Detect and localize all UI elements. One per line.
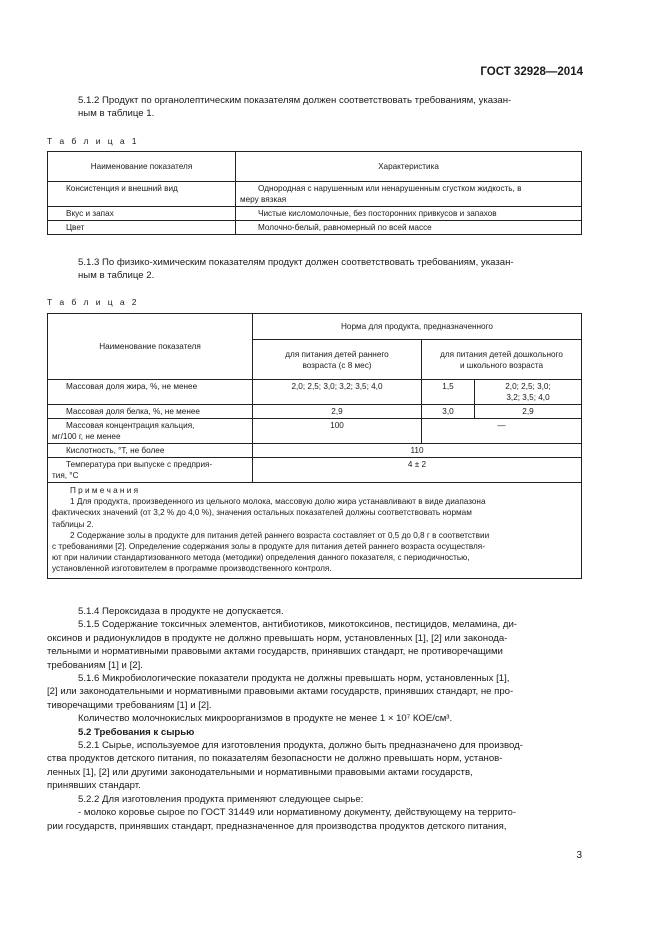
header-line: и школьного возраста bbox=[459, 360, 544, 370]
paragraph-5-1-4: 5.1.4 Пероксидаза в продукте не допускается. bbox=[78, 606, 284, 617]
note-line: фактических значений (от 3,2 % до 4,0 %), значения остальных показателей должны соответствовать нормам bbox=[52, 508, 472, 518]
t2-protein-school-1: 3,0 bbox=[422, 405, 475, 419]
t1-value-line: меру вязкая bbox=[240, 195, 287, 204]
text-line: принявших стандарт. bbox=[47, 780, 141, 792]
t2-header-school bbox=[422, 340, 582, 380]
t2-acidity-name: Кислотность, °Т, не более bbox=[48, 444, 253, 458]
t1-row-value: Молочно-белый, равномерный по всей массе bbox=[236, 221, 582, 235]
t1-row-name: Цвет bbox=[48, 221, 236, 235]
text-line: 5.1.5 Содержание токсичных элементов, антибиотиков, микотоксинов, пестицидов, меламина, ди- bbox=[78, 619, 517, 631]
t1-row-name: Консистенция и внешний вид bbox=[48, 182, 236, 207]
body-text bbox=[47, 605, 582, 833]
table-1 bbox=[47, 151, 582, 235]
value-line: 2,0; 2,5; 3,0; bbox=[505, 382, 551, 391]
t2-fat-school-1: 1,5 bbox=[422, 380, 475, 405]
header-line: для питания детей дошкольного bbox=[440, 349, 563, 359]
text-line: - молоко коровье сырое по ГОСТ 31449 или нормативному документу, действующему на террито- bbox=[78, 807, 517, 819]
t2-header-name: Наименование показателя bbox=[48, 314, 253, 380]
paragraph-5-1-3 bbox=[78, 256, 582, 283]
text-line: ленных [1], [2] или другими законодательными и нормативными правовыми актами государств, bbox=[47, 766, 473, 778]
text-line: ства продуктов детского питания, по показателям безопасности не должно превышать норм, установ- bbox=[47, 753, 503, 765]
paragraph-5-1-2 bbox=[78, 94, 582, 121]
t2-protein-name: Массовая доля белка, %, не менее bbox=[48, 405, 253, 419]
note-line: установленной изготовителем в программе производственного контроля. bbox=[52, 564, 332, 574]
text-line: ным в таблице 1. bbox=[78, 108, 155, 120]
text-line: 5.2.2 Для изготовления продукта применяют следующее сырье: bbox=[78, 793, 364, 805]
t2-calcium-young: 100 bbox=[253, 419, 422, 444]
table-2-caption: Т а б л и ц а 2 bbox=[47, 297, 139, 307]
table-2 bbox=[47, 313, 582, 579]
t2-fat-school-2 bbox=[475, 380, 582, 405]
note-line: с требованиями [2]. Определение содержания золы в продукте для питания детей раннего возраста осуществля- bbox=[52, 542, 485, 552]
section-heading-5-2: 5.2 Требования к сырью bbox=[78, 726, 195, 738]
text-line: оксинов и радионуклидов в продукте не должно превышать норм, установленных [1], [2] или законода- bbox=[47, 632, 508, 644]
header-line: возраста (с 8 мес) bbox=[302, 360, 372, 370]
note-line: ют при наличии стандартизованного метода (методики) определения данного показателя, с периодичностью, bbox=[52, 553, 470, 563]
text-line: [2] или законодательными и нормативными правовыми актами государств, принявших стандарт, не про- bbox=[47, 686, 514, 698]
page-number: 3 bbox=[576, 850, 582, 861]
name-line: Массовая концентрация кальция, bbox=[66, 421, 195, 430]
text-line: 5.2.1 Сырье, используемое для изготовления продукта, должно быть предназначено для производ- bbox=[78, 740, 523, 752]
t2-temperature-value: 4 ± 2 bbox=[253, 458, 582, 483]
note-line: 1 Для продукта, произведенного из цельного молока, массовую долю жира устанавливают в виде диапазона bbox=[70, 497, 486, 507]
t2-notes bbox=[48, 483, 582, 579]
name-line: тия, °С bbox=[52, 471, 79, 480]
text-line: ным в таблице 2. bbox=[78, 270, 155, 282]
t1-header-name: Наименование показателя bbox=[48, 152, 236, 182]
t2-calcium-school: — bbox=[422, 419, 582, 444]
note-line: 2 Содержание золы в продукте для питания детей раннего возраста составляет от 0,5 до 0,8 г в соответствии bbox=[70, 530, 490, 540]
text-line: 5.1.3 По физико-химическим показателям продукт должен соответствовать требованиям, указан- bbox=[78, 257, 514, 268]
t2-fat-name: Массовая доля жира, %, не менее bbox=[48, 380, 253, 405]
t2-temperature-name bbox=[48, 458, 253, 483]
text-line: тиворечащими требованиям [1] и [2]. bbox=[47, 699, 212, 711]
text-line: 5.1.6 Микробиологические показатели продукта не должны превышать норм, установленных [1], bbox=[78, 673, 510, 685]
document-header: ГОСТ 32928—2014 bbox=[480, 66, 583, 78]
text-line: 5.1.2 Продукт по органолептическим показателям должен соответствовать требованиям, указан- bbox=[78, 95, 512, 106]
text-line: рии государств, принявших стандарт, предназначенное для производства продуктов детского питания, bbox=[47, 820, 507, 832]
t2-header-young bbox=[253, 340, 422, 380]
t2-acidity-value: 110 bbox=[253, 444, 582, 458]
t2-fat-young: 2,0; 2,5; 3,0; 3,2; 3,5; 4,0 bbox=[253, 380, 422, 405]
value-line: 3,2; 3,5; 4,0 bbox=[506, 393, 550, 402]
t2-calcium-name bbox=[48, 419, 253, 444]
text-line: Количество молочнокислых микроорганизмов в продукте не менее 1 × 10⁷ КОЕ/см³. bbox=[78, 713, 453, 725]
header-line: для питания детей раннего bbox=[285, 349, 389, 359]
t2-protein-school-2: 2,9 bbox=[475, 405, 582, 419]
name-line: Температура при выпуске с предприя- bbox=[66, 460, 213, 469]
name-line: мг/100 г, не менее bbox=[52, 432, 121, 441]
t1-value-line: Однородная с нарушенным или ненарушенным сгустком жидкость, в bbox=[258, 184, 522, 193]
t2-protein-young: 2,9 bbox=[253, 405, 422, 419]
note-line: таблицы 2. bbox=[52, 519, 94, 529]
t2-header-norm: Норма для продукта, предназначенного bbox=[253, 314, 582, 340]
text-line: требованиям [1] и [2]. bbox=[47, 659, 143, 671]
t1-row-name: Вкус и запах bbox=[48, 207, 236, 221]
text-line: тельными и нормативными правовыми актами государств, принявших стандарт, не противоречащими bbox=[47, 646, 503, 658]
t1-row-value bbox=[236, 182, 582, 207]
notes-title: П р и м е ч а н и я bbox=[70, 486, 139, 495]
table-1-caption: Т а б л и ц а 1 bbox=[47, 136, 139, 146]
t1-header-char: Характеристика bbox=[236, 152, 582, 182]
t1-row-value: Чистые кисломолочные, без посторонних привкусов и запахов bbox=[236, 207, 582, 221]
